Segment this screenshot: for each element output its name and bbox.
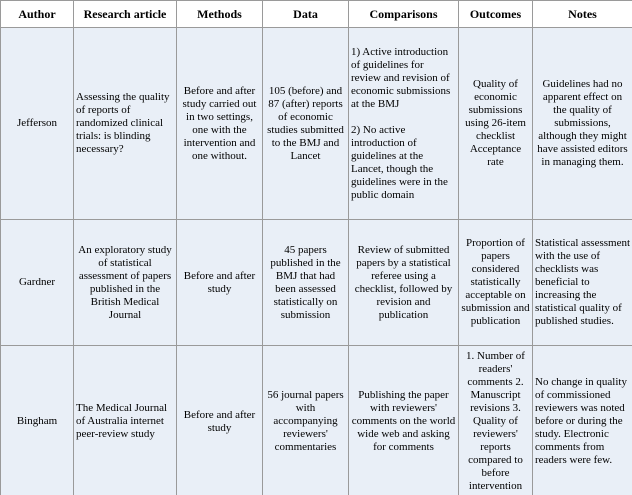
header-data: Data xyxy=(263,1,349,28)
header-row xyxy=(1,1,632,28)
outcomes-cell: Quality of economic submissions using 26-item checklist Acceptance rate xyxy=(459,28,533,220)
header-research-article: Research article xyxy=(74,1,177,28)
header-notes: Notes xyxy=(533,1,632,28)
author-cell: Gardner xyxy=(1,220,74,346)
author-cell: Bingham xyxy=(1,346,74,495)
table-row xyxy=(1,220,632,346)
methods-cell: Before and after study xyxy=(177,346,263,495)
table-row xyxy=(1,346,632,495)
header-author: Author xyxy=(1,1,74,28)
article-cell: Assessing the quality of reports of randomized clinical trials: is blinding necessary? xyxy=(74,28,177,220)
outcomes-cell: Proportion of papers considered statistically acceptable on submission and publication xyxy=(459,220,533,346)
comparisons-cell: Publishing the paper with reviewers' comments on the world wide web and asking for comments xyxy=(349,346,459,495)
data-cell: 45 papers published in the BMJ that had been assessed statistically on submission xyxy=(263,220,349,346)
methods-cell: Before and after study carried out in two settings, one with the intervention and one without. xyxy=(177,28,263,220)
notes-cell: No change in quality of commissioned reviewers was noted before or during the study. Electronic comments from readers were few. xyxy=(533,346,632,495)
article-cell: An exploratory study of statistical assessment of papers published in the British Medical Journal xyxy=(74,220,177,346)
data-cell: 105 (before) and 87 (after) reports of economic studies submitted to the BMJ and Lancet xyxy=(263,28,349,220)
author-cell: Jefferson xyxy=(1,28,74,220)
data-cell: 56 journal papers with accompanying reviewers' commentaries xyxy=(263,346,349,495)
article-cell: The Medical Journal of Australia internet peer-review study xyxy=(74,346,177,495)
comparisons-item-2: 2) No active introduction of guidelines at the Lancet, though the guidelines were in the public domain xyxy=(351,123,448,201)
notes-cell: Guidelines had no apparent effect on the quality of submissions, although they might have assisted editors in managing them. xyxy=(533,28,632,220)
methods-cell: Before and after study xyxy=(177,220,263,346)
header-methods: Methods xyxy=(177,1,263,28)
comparisons-item-1: 1) Active introduction of guidelines for review and revision of economic submissions at the BMJ xyxy=(351,45,451,110)
header-comparisons: Comparisons xyxy=(349,1,459,28)
table-row xyxy=(1,28,632,220)
comparisons-cell xyxy=(349,28,459,220)
comparisons-cell: Review of submitted papers by a statistical referee using a checklist, followed by revision and publication xyxy=(349,220,459,346)
notes-cell: Statistical assessment with the use of checklists was beneficial to increasing the statistical quality of published studies. xyxy=(533,220,632,346)
header-outcomes: Outcomes xyxy=(459,1,533,28)
outcomes-cell: 1. Number of readers' comments 2. Manuscript revisions 3. Quality of reviewers' reports compared to before intervention xyxy=(459,346,533,495)
